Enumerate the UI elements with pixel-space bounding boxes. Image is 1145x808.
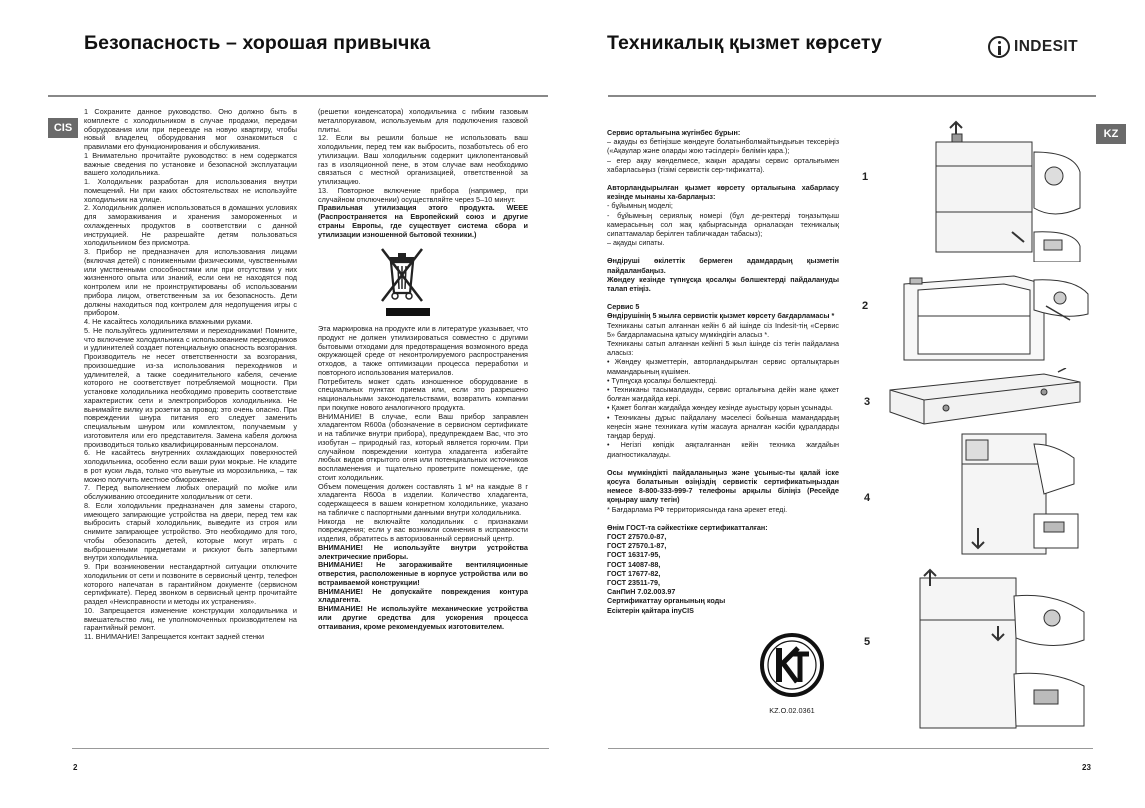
warning-text: ВНИМАНИЕ! Не допускайте повреждения контура хладагента.	[318, 586, 528, 605]
figure-number: 3	[864, 396, 871, 408]
figure-number: 4	[864, 492, 871, 504]
list-item: • Қажет болған жағдайда жөндеу кезінде ауыстыру қорын ұсынады.	[607, 403, 833, 413]
list-item: • Негізгі көпідік аяқталғаннан кейін техника жағдайын диагностикалауды.	[607, 440, 839, 459]
cert-line: СанПиН 7.02.003.97	[607, 587, 676, 597]
cert-line: Сертификаттау органының коды	[607, 596, 726, 606]
list-item: • Техниканы дұрыс пайдалану мәселесі бойынша мамандардың кеңесін және техникаға күтім жасауға арналған кәсіби құралдарды таңдар беруді.	[607, 412, 839, 441]
list-item: • Жөндеу қызметтерін, авторландырылған сервис орталықтарын мамандарының күшімен.	[607, 357, 839, 376]
paragraph: 1 Сохраните данное руководство. Оно должно быть в комплекте с холодильником в случае продажи, передачи оборудования или при переезде на новую квартиру, чтобы новый владелец оборудования мог ознакомиться с правилами его функционирования и обслуживания.	[84, 108, 297, 151]
paragraph: 2. Холодильник должен использоваться в домашних условиях для замораживания и хранения замороженных и охлажденных продуктов в соответствии с данной инструкцией. Не разрешайте детям пользоваться холодильником без присмотра.	[84, 203, 297, 248]
figure-5-hinge-reinstall-illustration	[884, 556, 1094, 736]
cert-line: ГОСТ 27570.0-87,	[607, 531, 667, 541]
paragraph: 4. Не касайтесь холодильника влажными руками.	[84, 317, 253, 326]
figure-number: 1	[862, 171, 869, 183]
footnote: * Бағдарлама РФ территориясында ғана әрекет етеді.	[607, 504, 788, 514]
weee-symbol	[376, 243, 438, 316]
divider-bottom-left	[72, 748, 549, 749]
paragraph: 8. Если холодильник предназначен для замены старого, имеющего запирающие устройства на двери, перед тем как выбросить старый холодильник, выведите из строя или снимите запирающее устройство. Это необходимо для того, чтобы обезопасить детей, которые могут играть с выброшенными предметами и рискуют быть запертыми внутри холодильника.	[84, 500, 297, 563]
list-item: • Түпнұсқа қосалқы бөлшектерді.	[607, 375, 718, 385]
cert-line: ГОСТ 16317-95,	[607, 550, 661, 560]
paragraph: 6. Не касайтесь внутренних охлаждающих поверхностей холодильника, особенно если ваши руки мокрые. Не кладите в рот куски льда, только что вынутые из морозильника, – так можно получить местное обморожение.	[84, 448, 297, 484]
safety-column-2	[318, 108, 528, 702]
page-number-right: 23	[1082, 763, 1091, 772]
divider-top-left	[48, 95, 548, 97]
divider-top-right	[608, 95, 1096, 97]
cert-line: ГОСТ 27570.1-87,	[607, 541, 667, 551]
section-heading: Өндірушінің 5 жылға сервистік қызмет көрсету бағдарламасы *	[607, 311, 835, 321]
paragraph: Никогда не включайте холодильник с признаками повреждения; если у вас возникли сомнения в исправности изделия, обратитесь в авторизованный сервисный центр.	[318, 516, 528, 543]
list-item: • Техниканы тасымалдауды, сервис орталығына дейін жане қажет болған жағдайда кері.	[607, 385, 839, 404]
list-item: – ақауды өз бетіңізше жөндеуге болатынболмайтындығын тексеріңіз («Ақаулар және оларды жою тәсілдері» бөлімін қара.);	[607, 137, 839, 156]
paragraph: 12. Если вы решили больше не использовать ваш холодильник, перед тем как выбросить, позаботьтесь об его утилизации. Ваш холодильник содержит циклопентановый газ в изоляционной пене, в этом случае вам необходимо связаться с местной организацией, ответственной за утилизацию.	[318, 133, 528, 186]
cert-line: ГОСТ 17677-82,	[607, 568, 661, 578]
paragraph: Эта маркировка на продукте или в литературе указывает, что продукт не должен утилизироваться совместно с другими бытовыми отходами для предотвращения возможного вреда окружающей среде от неконтролируемого распространения отходов, а также оптимизации процесса переработки и повторного использования материалов.	[318, 324, 528, 377]
warning-text: ВНИМАНИЕ! Не загораживайте вентиляционные отверстия, расположенные в корпусе устройства или во встраиваемой конструкции!	[318, 560, 528, 587]
warning-text: ВНИМАНИЕ! Не используйте внутри устройства электрические приборы.	[318, 542, 528, 561]
kz-certification-icon	[757, 632, 827, 698]
list-item: – егер ақау жөнделмесе, жақын арадағы сервис орталығымен хабарласыңыз (тізімі сервистік сер-тификатта).	[607, 155, 839, 174]
section-heading: Авторландырылған қызмет көрсету орталығына хабарласу кезінде мынаны ха-барлаңыз:	[607, 183, 839, 202]
paragraph: Техниканы сатып алғаннан кейінгі 5 жыл ішінде сіз тегін пайдалана аласыз:	[607, 339, 839, 358]
warning-text: ВНИМАНИЕ! Не используйте механические устройства или другие средства для ускорения процесса оттаивания, кроме рекомендуемых изготовителем.	[318, 604, 528, 631]
list-item: – ақауды сипаты.	[607, 238, 665, 248]
section-heading: Сервис 5	[607, 302, 640, 312]
cert-line: Өнім ГОСТ-та сәйкестікке сертификатталған:	[607, 522, 768, 532]
page-number-left: 2	[73, 763, 78, 772]
cert-line: Есіктерін қайтара іпуCIS	[607, 605, 694, 615]
paragraph: (решетки конденсатора) холодильника с гибким газовым металлорукавом, используемым для подключения газовой плиты.	[318, 108, 528, 134]
paragraph: 11. ВНИМАНИЕ! Запрещается контакт задней стенки	[84, 632, 265, 641]
paragraph: 1 Внимательно прочитайте руководство: в нем содержатся важные сведения по установке и безопасной эксплуатации вашего холодильника.	[84, 150, 297, 178]
paragraph: ВНИМАНИЕ! В случае, если Ваш прибор заправлен хладагентом R600a (обозначение в сервисном сертификате и на табличке внутри прибора), предупреждаем Вас, что это изобутан – природный газ, который является горючим. При случайном повреждении контура хладагента избегайте любых видов открытого огня или потенциальных источников воспламенения и тщательно проветрите помещение, где стоит холодильник.	[318, 411, 528, 482]
paragraph: Потребитель может сдать изношенное оборудование в специальных пунктах приема или, если это разрешено национальными законодательствами, возвратить компании при покупке нового аналогичного продукта.	[318, 376, 528, 412]
section-heading: Өндіруші өкілеттік бермеген адамдардың қызметін пайдаланбаңыз.	[607, 256, 839, 275]
paragraph: Техниканы сатып алғаннан кейін 6 ай ішінде сіз Indesit-тің «Сервис 5» бағдарламасына қатысу мүмкіндігін аласыз *.	[607, 320, 839, 339]
paragraph: 1. Холодильник разработан для использования внутри помещений. Ни при каких обстоятельствах не используйте холодильник на улице.	[84, 177, 297, 204]
cert-line: ГОСТ 23511-79,	[607, 577, 660, 587]
figure-number: 2	[862, 300, 869, 312]
paragraph: Объем помещения должен составлять 1 м³ на каждые 8 г хладагента R600a в изделии. Количество хладагента, содержащееся в вашем конкретном холодильнике, указано на табличке с паспортными данными внутри холодильника.	[318, 481, 528, 517]
certification-mark	[757, 632, 827, 715]
logo-text: INDESIT	[1014, 38, 1078, 55]
indesit-logo	[988, 34, 1078, 60]
paragraph: 10. Запрещается изменение конструкции холодильника и вмешательство лиц, не уполномоченных производителем на гарантийный ремонт.	[84, 605, 297, 633]
indesit-logo-icon	[988, 36, 1010, 58]
section-heading: Сервис орталығына жүгінбес бұрын:	[607, 128, 741, 137]
weee-bar	[386, 308, 430, 316]
figure-1-hinge-illustration	[884, 112, 1084, 262]
safety-column-1	[84, 108, 297, 702]
language-tab-kz: KZ	[1096, 124, 1126, 144]
paragraph: 7. Перед выполнением любых операций по мойке или обслуживанию отсоедините холодильник от сети.	[84, 483, 297, 501]
divider-bottom-right	[608, 748, 1093, 749]
figure-4-handle-illustration	[884, 424, 1094, 564]
page-title-right: Техникалық қызмет көрсету	[607, 32, 882, 54]
cert-line: ГОСТ 14087-88,	[607, 559, 661, 569]
paragraph: 13. Повторное включение прибора (например, при случайном отключении) осуществляйте через 5–10 минут.	[318, 185, 528, 204]
figure-number: 5	[864, 636, 871, 648]
list-item: - бұйымның сериялық номері (бұл де-ректерді тоңазытқыш камерасының сол жақ қабырғасында орналасқан техникалық сипаттамалар берілген табличкадан табасыз);	[607, 210, 839, 239]
crossed-bin-icon	[376, 243, 428, 305]
list-item: - бұйымның моделі;	[607, 201, 673, 211]
page-title-left: Безопасность – хорошая привычка	[84, 32, 431, 54]
paragraph: 3. Прибор не предназначен для использования лицами (включая детей) с пониженными физическими, чувственными или умственными способностями или при отсутствии у них жизненного опыта или знаний, если они не находятся под контролем или не проинструктированы об использовании прибора лицом, ответственным за их безопасность. Дети должны находиться под контролем для недопущения игры с прибором.	[84, 247, 297, 318]
section-heading: Осы мүмкіндікті пайдаланыңыз және ұсыныс-ты қалай іске қосуға болатынын өзіңіздің сервистік сертификатыңыздан немесе 8-800-333-999-7 телефоны арқылы біліңіз (Ресейде қоңырау шалу тегін)	[607, 467, 839, 505]
paragraph: 9. При возникновении нестандартной ситуации отключите холодильник от сети и позвоните в сервисный центр, телефон которого напечатан в гарантийном документе (сервисном сертификате). Перед звонком в сервисный центр прочитайте раздел «Неисправности и методы их устранения».	[84, 562, 297, 606]
weee-heading: Правильная утилизация этого продукта. WEEE (Распространяется на Европейский союз и другие страны Европы, где существует система сбора и утилизации изношенной бытовой техники.)	[318, 203, 528, 239]
paragraph: 5. Не пользуйтесь удлинителями и переходниками! Помните, что включение холодильника с использованием переходников и удлинителей создает потенциальную опасность возгорания. Производитель не несет ответственности за возгорания, произошедшие из-за использования переходников и удлинителей, а также соединительного кабеля, сечение которого не соответствует потребляемой мощности. При установке холодильника необходимо проверить соответствие характеристик сети и электроприборов холодильника. Не вынимайте вилку из розетки за провод: это очень опасно. При повреждении шнура питания его следует заменить специальным шнуром или комплектом, получаемым у изготовителя или его представителя. Замена кабеля должна производиться только квалифицированным персоналом.	[84, 325, 297, 449]
language-tab-cis: CIS	[48, 118, 78, 138]
section-heading: Жөндеу кезінде түпнұсқа қосалқы бөлшектерді пайдалануды талап етіңіз.	[607, 274, 839, 294]
figure-2-door-illustration	[884, 270, 1094, 365]
certification-code: KZ.O.02.0361	[769, 706, 815, 715]
